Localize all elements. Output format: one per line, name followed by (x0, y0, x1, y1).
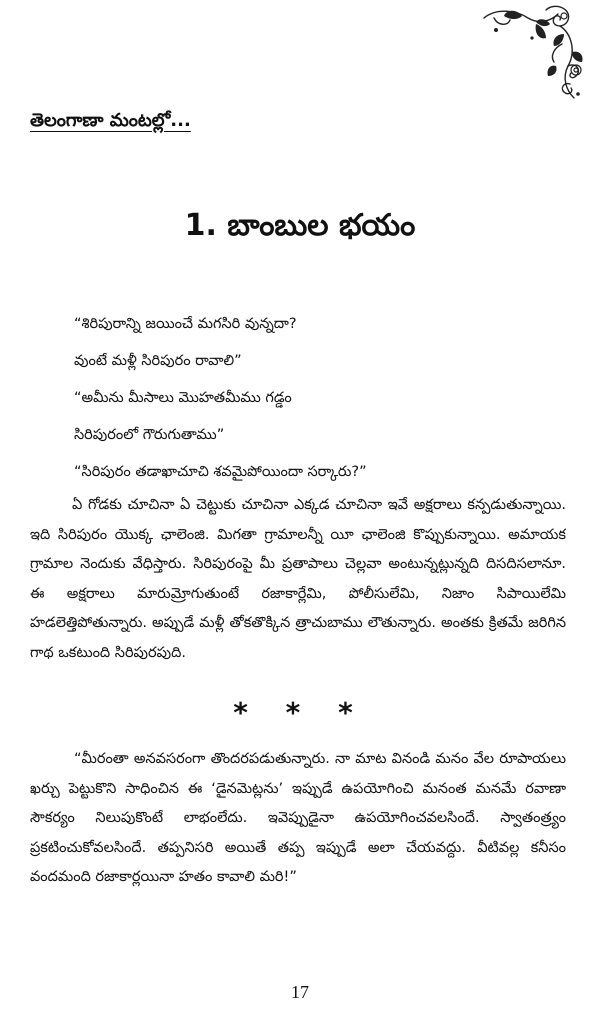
poem-line: వుంటే మళ్లీ సిరిపురం రావాలి” (74, 353, 242, 369)
section-header: తెలంగాణా మంటల్లో... (30, 110, 191, 131)
body-paragraph: ఏ గోడకు చూచినా ఏ చెట్టుకు చూచినా ఎక్కడ చూచినా ఇవే అక్షరాలు కన్పడుతున్నాయి. ఇది సిరిపురం యొక్క ఛాలెంజి. మిగతా గ్రామాలన్నీ యీ ఛాలెంజి కొప్పుకున్నాయి. అమాయక గ్రామాల నెందుకు వేధిస్తారు. సిరిపురంపై మీ ప్రతాపాలు చెల్లవా అంటున్నట్లున్నది దిసదిసలానూ. ఈ అక్షరాలు మారుమ్రోగుతుంటే రజాకార్లేమి, పోలీసులేమి, నిజాం సిపాయిలేమి హడలెత్తిపోతున్నారు. అప్పుడే మళ్లీ తోకతొక్కిన త్రాచుబాము లౌతున్నారు. అంతకు క్రితమే జరిగిన గాథ ఒకటుంది సిరిపురపుది. (30, 497, 566, 661)
poem-line: సిరిపురంలో గౌరుగుతాము” (74, 427, 225, 443)
chapter-title: 1. బాంబుల భయం (184, 208, 416, 243)
body-paragraph: “మీరంతా అనవసరంగా తొందరపడుతున్నారు. నా మాట వినండి మనం వేల రూపాయలు ఖర్చు పెట్టుకొని సాధించిన ఈ ‘డైనమెట్లను’ ఇప్పుడే ఉపయోగించి మనంత మనమే రవాణా సౌకర్యం నిలుపుకొంటే లాభంలేదు. ఇవెప్పుడైనా ఉపయోగించవలసిందే. స్వాతంత్ర్యం ప్రకటించుకోవలసిందే. తప్పనిసరి అయితే తప్ప ఇప్పుడే అలా చేయవద్దు. వీటివల్ల కనీసం వందమంది రజాకార్లయినా హతం కావాలి మరి!” (30, 751, 566, 885)
poem-line: “అమీను మీసాలు మొహతమీము గడ్డం (74, 390, 292, 406)
poem-line: “సిరిపురం తడాఖాచూచి శవమైపోయిందా సర్కారు?” (74, 464, 367, 480)
page-number: 17 (291, 982, 309, 1002)
floral-corner-ornament-icon (476, 4, 586, 104)
section-separator: * * * (233, 696, 367, 729)
poem-line: “శిరిపురాన్ని జయించే మగసిరి వున్నదా? (74, 316, 297, 332)
poem-block (74, 306, 574, 491)
